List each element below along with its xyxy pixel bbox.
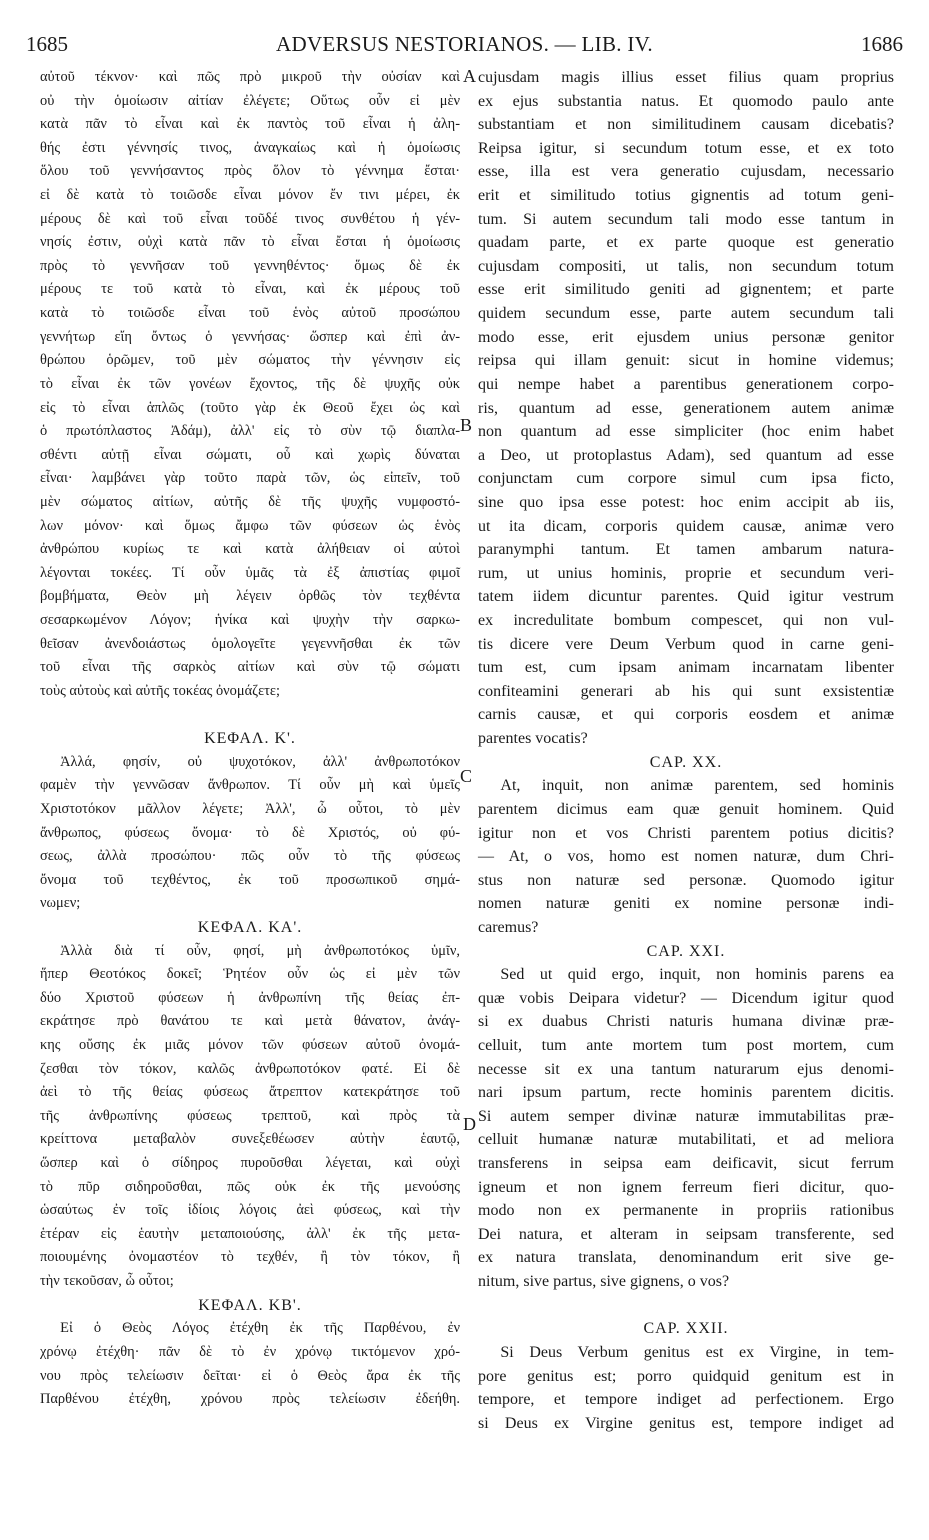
text-line: ris, quantum ad esse, generationem autem animæ: [478, 399, 894, 417]
text-line: igneum et non ignem ferreum fieri dicitur, quo-: [478, 1178, 894, 1196]
text-line: μέρους δὲ καὶ τοῦ εἶναι τοῦδέ τινος συνθέτου ἡ γέν-: [40, 210, 460, 227]
text-line: [40, 703, 460, 727]
text-line: quidem secundum esse, parte autem secundum tali: [478, 305, 894, 323]
text-line: κατὰ πᾶν τὸ εἶναι καὶ ἐκ παντὸς τοῦ εἶναι ἡ ἀλη-: [40, 116, 460, 133]
text-line: nitum, sive partus, sive gignens, o vos?: [478, 1273, 730, 1291]
text-line: si Deus ex Virgine genitus est, tempore indiget ad: [478, 1414, 894, 1432]
chapter-heading: CAP. XX.: [649, 753, 723, 771]
text-line: τοῦ εἶναι τῆς σαρκὸς αἰτίων καὶ σὺν τῷ σώματι: [40, 659, 460, 676]
text-line: paranymphi tantum. Et tamen ambarum natura-: [478, 541, 894, 559]
text-line: κατὰ τὸ τοιῶσδε εἶναι τοῦ ἑνὸς αὐτοῦ προσώπου: [40, 305, 460, 322]
text-line: transferens in seipsa eam deificavit, sicut ferrum: [478, 1155, 894, 1173]
text-line: σεσαρκωμένον Λόγον; ἡνίκα καὶ ψυχὴν τὴν σαρκω-: [40, 612, 460, 629]
text-line: ὥσπερ καὶ ὁ σίδηρος πυροῦσθαι λέγεται, καὶ οὐχὶ: [40, 1155, 460, 1172]
text-line: celluit, tum ante mortem tum post mortem, cum: [478, 1036, 894, 1054]
text-line: τὸ εἶναι ἐκ τῶν γονέων ἔχοντος, τῆς δὲ ψυχῆς οὐκ: [40, 375, 460, 392]
text-line: οὐ τὴν ὁμοίωσιν αἰτίαν ἐλέγετε; Οὕτως οὖν εἰ μὲν: [40, 92, 460, 109]
greek-column: [40, 66, 460, 1412]
text-line: confiteamini generari ab his qui sunt exsistentiæ: [478, 682, 894, 700]
running-header: [26, 32, 903, 62]
text-line: ζεσθαι τὸν τόκον, καλῶς ἀνθρωποτόκον φατέ. Εἰ δὲ: [40, 1060, 460, 1077]
text-line: ex incredulitate bombum compescet, qui non vul-: [478, 612, 894, 630]
text-line: σεως, ἀλλὰ προσώπου· πῶς οὖν τὸ τῆς φύσεως: [40, 848, 460, 865]
text-line: θρώπου ὁρῶμεν, τοῦ μὲν σώματος τὴν γέννησιν εἰς: [40, 352, 460, 369]
text-line: γεννήτωρ εἴη ὄντως ὁ γεννήσας· ὥσπερ καὶ ἐπὶ ἀν-: [40, 328, 460, 345]
text-line: κης οὔσης ἐκ μιᾶς μόνον τῶν φύσεων αὐτοῦ ὀνομά-: [40, 1036, 460, 1053]
text-line: λων μόνον· καὶ ὅμως ἄμφω τῶν φύσεων ὡς ἑνὸς: [40, 517, 460, 534]
text-line: qui nempe habet a parentibus generationem corpo-: [478, 375, 894, 393]
text-line: tum. Si autem secundum tali modo esse tantum in: [478, 210, 894, 228]
page-number-right: 1686: [861, 32, 903, 56]
text-line: cujusdam magis illius esset filius quam proprius: [478, 69, 894, 86]
text-line: θεῖσαν ἀνενδοιάστως ὁμολογεῖτε γεγεννῆσθαι ἐκ τῶν: [40, 635, 460, 652]
text-line: νου πρὸς τελείωσιν δεῖται· εἰ ὁ Θεὸς ἄρα ἐκ τῆς: [40, 1367, 460, 1384]
text-line: nomen naturæ geniti ex nomine personæ indi-: [478, 895, 894, 913]
text-line: εἰς τὸ εἶναι ἁπλῶς (τοῦτο γὰρ ἐκ Θεοῦ ἔχει ὡς καὶ: [40, 399, 460, 416]
text-line: [478, 1294, 894, 1318]
text-line: caremus?: [478, 918, 539, 936]
text-line: stus non naturæ sed personæ. Quomodo igitur: [478, 871, 894, 889]
text-line: σθέντι αὐτῇ εἶναι σώματι, οὗ καὶ χωρὶς δύναται: [40, 446, 460, 463]
text-line: Si Deus Verbum genitus est ex Virgine, in tem-: [500, 1343, 894, 1361]
text-line: εἶναι· λαμβάνει γὰρ τοῦτο παρὰ τῶν, ὡς εἰπεῖν, τοῦ: [40, 470, 460, 487]
text-line: ἄνθρωπος, φύσεως ὄνομα· τὸ δὲ Χριστός, οὐ φύ-: [40, 824, 460, 841]
text-line: δύο Χριστοῦ φύσεων ἡ ἀνθρωπίνη τῆς θείας ἐπ-: [40, 989, 460, 1006]
text-line: ὄνομα τοῦ τεχθέντος, ἐκ τοῦ προσωπικοῦ σημά-: [40, 871, 460, 888]
text-line: tatem iidem dicuntur parentes. Quid igitur vestrum: [478, 588, 894, 606]
text-line: quadam parte, et ex parte quoque est generatio: [478, 234, 894, 252]
text-line: Si autem semper divinæ naturæ immutabilitas præ-: [478, 1107, 894, 1125]
chapter-heading: CAP. XXII.: [643, 1320, 729, 1338]
text-line: a Deo, ut protoplastus Adam), sed quantum ad esse: [478, 446, 894, 464]
running-title: ADVERSUS NESTORIANOS. — LIB. IV.: [276, 32, 653, 56]
text-line: Ἀλλὰ διὰ τί οὖν, φησί, μὴ ἀνθρωποτόκος ὑμῖν,: [60, 942, 460, 959]
text-line: βομβήματα, Θεὸν μὴ λέγειν ὀρθῶς τὸν τεχθέντα: [40, 588, 460, 605]
text-line: Dei natura, et alteram in seipsam transferente, sed: [478, 1225, 894, 1243]
latin-column: [478, 66, 894, 1435]
text-line: celluit humanæ naturæ mutabilitati, et ad meliora: [478, 1131, 894, 1149]
text-line: τὸ πῦρ σιδηροῦσθαι, πῶς οὐκ ἐκ τῆς μενούσης: [40, 1178, 460, 1195]
text-line: At, inquit, non animæ parentem, sed hominis: [500, 777, 894, 795]
text-line: ἥπερ Θεοτόκος δοκεῖ; Ῥητέον οὖν ὡς εἰ μὲν τῶν: [40, 966, 460, 983]
margin-letter-c: C: [460, 766, 473, 786]
text-line: τὴν τεκοῦσαν, ὦ οὗτοι;: [40, 1273, 174, 1290]
text-line: — At, o vos, homo est nomen naturæ, dum Chri-: [478, 848, 894, 866]
page-number-left: 1685: [26, 32, 68, 56]
text-line: tum est, cum ipsam animam incarnatam libenter: [478, 659, 894, 677]
text-line: Παρθένου ἐτέχθη, χρόνου πρὸς τελείωσιν ἐδεήθη.: [40, 1391, 460, 1408]
text-line: ὡσαύτως ἐν τοῖς ἰδίοις λόγοις ἀεὶ φύσεως, καὶ τὴν: [40, 1202, 460, 1219]
text-line: ἀεὶ τὸ τῆς θείας φύσεως ἄτρεπτον κατεκράτησε τοῦ: [40, 1084, 460, 1101]
text-line: εἰ δὲ κατὰ τὸ τοιῶσδε εἶναι μόνον ἔν τινι μέρει, ἐκ: [40, 187, 460, 204]
text-line: ἀνθρώπου κυρίως τε καὶ κατὰ ἀλήθειαν οἱ αὐτοὶ: [40, 541, 460, 558]
text-line: θής ἐστι γέννησίς τινος, ἀναγκαίως καὶ ἡ ὁμοίωσις: [40, 139, 460, 156]
text-line: carnis causæ, et qui corporis eosdem et animæ: [478, 706, 894, 724]
text-line: ὁ πρωτόπλαστος Ἀδάμ), ἀλλ' εἰς τὸ σὺν τῷ διαπλα-: [40, 423, 460, 440]
text-line: conjunctam cum corpore simul cum ipsa ficto,: [478, 470, 894, 488]
chapter-heading: ΚΕΦΑΛ. Κ'.: [204, 730, 296, 748]
text-line: Εἰ ὁ Θεὸς Λόγος ἐτέχθη ἐκ τῆς Παρθένου, ἐν: [60, 1320, 460, 1337]
text-line: Ἀλλά, φησίν, οὐ ψυχοτόκον, ἀλλ' ἀνθρωποτόκον: [60, 753, 460, 770]
text-line: εκράτησε πρὸ θανάτου τε καὶ μετὰ θάνατον, ἀνάγ-: [40, 1013, 460, 1030]
margin-letter-a: A: [463, 66, 476, 86]
text-line: modo non ex permanente in propriis rationibus: [478, 1202, 894, 1220]
text-line: ex natura translata, denominandum erit sive ge-: [478, 1249, 894, 1267]
chapter-heading: CAP. XXI.: [646, 942, 726, 960]
text-line: Reipsa igitur, si secundum totum esse, et ex toto: [478, 139, 894, 157]
text-line: rum, ut unius hominis, proprie et secundum veri-: [478, 564, 894, 582]
text-line: ut ita dicam, corporis quidem causæ, animæ vero: [478, 517, 894, 535]
text-line: ex ejus substantia natus. Et quomodo paulo ante: [478, 92, 894, 110]
text-line: si ex duabus Christi naturis humana divinæ præ-: [478, 1013, 894, 1031]
text-line: πρὸς τὸ γεννῆσαν τοῦ γεννηθέντος· ὅμως δὲ ἐκ: [40, 257, 460, 274]
text-line: esse erit similitudo geniti ad gignentem; et parte: [478, 281, 894, 299]
text-line: ποιουμένης ὀνομαστέον τὸ τεχθέν, ἢ τὸν τόκον, ἢ: [40, 1249, 460, 1266]
text-line: κρείττονα μεταβαλὸν συνεξεθέωσεν αὐτὴν ἑαυτῷ,: [40, 1131, 460, 1148]
text-line: quæ vobis Deipara videtur? — Dicendum igitur quod: [478, 989, 894, 1007]
text-line: sine quo ipsa esse potest: hoc enim accipit ab iis,: [478, 493, 894, 511]
margin-letter-b: B: [460, 415, 473, 435]
margin-letter-d: D: [463, 1114, 476, 1134]
text-line: tis dicere vere Deum Verbum quod in carne geni-: [478, 635, 894, 653]
text-line: substantiam et non similitudinem causam dicebatis?: [478, 116, 894, 134]
text-line: igitur non et vos Christi parentem potius dicitis?: [478, 824, 894, 842]
text-line: ὅλου τοῦ γεννήσαντος πρὸς ὅλον τὸ γέννημα ἔσται·: [40, 163, 460, 180]
text-line: μὲν σώματος αἰτίων, αὐτῆς δὲ τῆς ψυχῆς νυμφοστό-: [40, 493, 460, 510]
text-line: tempore, et tempore indiget ad perfectionem. Ergo: [478, 1391, 894, 1409]
text-line: μέρους τε τοῦ κατὰ τὸ εἶναι, καὶ ἐκ μέρους τοῦ: [40, 281, 460, 298]
text-line: parentem dicimus eam quæ genuit hominem. Quid: [478, 800, 894, 818]
text-line: ἑτέραν εἰς ἑαυτὴν μεταποιούσης, ἀλλ' ἐκ τῆς μετα-: [40, 1225, 460, 1242]
chapter-heading: ΚΕΦΑΛ. ΚΑ'.: [197, 918, 303, 936]
text-line: Sed ut quid ergo, inquit, non hominis parens ea: [500, 966, 894, 984]
text-line: esse, illa est vera generatio cujusdam, necessario: [478, 163, 894, 181]
text-line: λέγονται τοκέες. Τί οὖν ὑμᾶς τὰ ἐξ ἀπιστίας φιμοῖ: [40, 564, 460, 581]
text-line: Χριστοτόκον μᾶλλον λέγετε; Ἀλλ', ὦ οὗτοι, τὸ μὲν: [40, 800, 460, 817]
text-line: νησίς ἐστιν, οὐχὶ κατὰ πᾶν τὸ εἶναι ἔσται ἡ ὁμοίωσις: [40, 234, 460, 251]
text-line: nari ipsum partum, recte hominis parentem dicitis.: [478, 1084, 894, 1102]
text-line: parentes vocatis?: [478, 730, 588, 748]
text-line: φαμὲν τὴν γεννῶσαν ἄνθρωπον. Τί οὖν μὴ καὶ ὑμεῖς: [40, 777, 460, 794]
chapter-heading: ΚΕΦΑΛ. ΚΒ'.: [198, 1296, 302, 1314]
text-line: cujusdam compositi, ut talis, non secundum totum: [478, 257, 894, 275]
text-line: modo esse, erit ejusdem unius personæ genitor: [478, 328, 894, 346]
text-line: τῆς ἀνθρωπίνης φύσεως τρεπτοῦ, καὶ πρὸς τὰ: [40, 1107, 460, 1124]
text-line: pore genitus est; porro quidquid genitum est in: [478, 1367, 894, 1385]
text-line: reipsa qui illam genuit: sicut in homine videmus;: [478, 352, 894, 370]
text-line: τοὺς αὐτοὺς καὶ αὐτῆς τοκέας ὀνομάζετε;: [40, 682, 280, 699]
text-line: αὐτοῦ τέκνον· καὶ πῶς πρὸ μικροῦ τὴν οὐσίαν καὶ: [40, 69, 460, 85]
text-line: non quantum ad esse simpliciter (hoc enim habet: [478, 423, 894, 441]
text-line: νωμεν;: [40, 895, 81, 912]
text-line: χρόνῳ ἐτέχθη· πᾶν δὲ τὸ ἐν χρόνῳ τικτόμενον χρό-: [40, 1343, 460, 1360]
text-line: erit et similitudo totius gignentis ad totum geni-: [478, 187, 894, 205]
text-line: necesse sit ex una tantum naturarum ejus denomi-: [478, 1060, 894, 1078]
